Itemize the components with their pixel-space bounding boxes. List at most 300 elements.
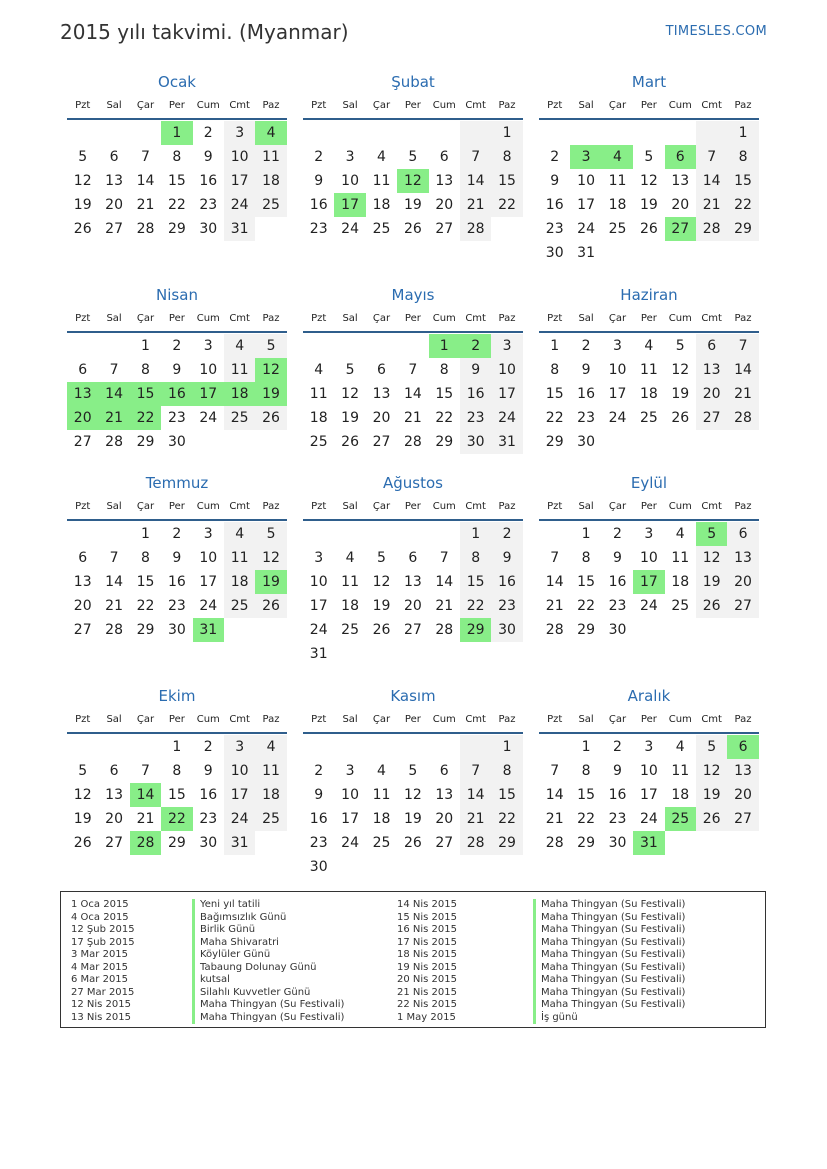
day-cell: 17: [224, 169, 255, 193]
weekday-label: Cum: [196, 501, 220, 512]
weekday-label: Cum: [668, 100, 692, 111]
header-rule: [67, 519, 287, 521]
day-cell: 12: [696, 546, 727, 570]
day-cell: 30: [199, 221, 218, 237]
day-cell: 4: [644, 338, 654, 354]
day-cell: 25: [671, 598, 690, 614]
holiday-date: 16 Nis 2015: [397, 924, 457, 935]
month-name: Aralık: [627, 687, 671, 705]
header-rule: [303, 118, 523, 120]
day-cell: 30: [608, 835, 627, 851]
holiday-list: [60, 891, 766, 1028]
day-cell: 15: [491, 783, 522, 807]
day-cell: 18: [341, 598, 359, 614]
weekday-header: [303, 710, 523, 730]
day-cell: 11: [255, 145, 286, 169]
day-cell: 6: [109, 763, 119, 779]
day-cell: 21: [545, 811, 564, 827]
weekday-label: Çar: [608, 501, 627, 512]
day-cell: 8: [141, 362, 150, 378]
holiday-date: 17 Nis 2015: [397, 936, 457, 948]
day-cell: 9: [314, 787, 324, 803]
day-cell: 23: [608, 811, 627, 827]
weekday-header: [303, 96, 523, 116]
day-cell: 16: [545, 197, 564, 213]
day-cell: 6: [439, 763, 449, 779]
day-cell: 8: [141, 550, 150, 566]
day-cell: 22: [727, 193, 758, 217]
day-cell: 13: [73, 574, 92, 590]
day-cell: 4: [345, 550, 355, 566]
day-cell: 12: [255, 546, 286, 570]
day-cell: 20: [67, 406, 98, 430]
day-cell: 11: [309, 386, 328, 402]
day-cell: 2: [460, 334, 491, 358]
day-cell: 9: [581, 362, 591, 378]
empty-day: [303, 522, 334, 546]
day-cell: 17: [224, 783, 255, 807]
weekday-label: Cmt: [465, 313, 486, 324]
weekday-header: [303, 309, 523, 329]
day-cell: 16: [491, 570, 522, 594]
weekday-label: Per: [640, 501, 657, 512]
day-cell: 10: [639, 763, 658, 779]
day-cell: 14: [545, 574, 564, 590]
holiday-date: 18 Nis 2015: [397, 949, 457, 960]
day-cell: 7: [109, 550, 119, 566]
header-rule: [303, 519, 523, 521]
day-cell: 16: [460, 382, 491, 406]
day-cell: 2: [314, 763, 324, 779]
day-cell: 19: [403, 811, 422, 827]
weekday-label: Pzt: [75, 313, 91, 324]
weekday-label: Cmt: [701, 714, 722, 725]
day-cell: 16: [309, 197, 328, 213]
weekday-label: Sal: [342, 313, 358, 324]
day-cell: 5: [696, 522, 727, 546]
empty-day: [429, 735, 460, 759]
day-cell: 10: [608, 362, 627, 378]
day-cell: 30: [545, 245, 564, 261]
weekday-label: Cmt: [229, 714, 250, 725]
day-cell: 27: [727, 594, 758, 618]
day-grid: [539, 121, 759, 265]
day-cell: 14: [435, 574, 454, 590]
weekday-label: Çar: [608, 100, 627, 111]
weekday-label: Paz: [734, 501, 752, 512]
weekday-header: [67, 497, 287, 517]
day-cell: 15: [577, 787, 595, 803]
day-cell: 26: [372, 622, 391, 638]
holiday-date: 13 Nis 2015: [71, 1011, 131, 1023]
day-cell: 10: [199, 550, 218, 566]
day-cell: 18: [639, 386, 658, 402]
day-cell: 12: [403, 787, 422, 803]
day-cell: 27: [73, 622, 92, 638]
day-cell: 27: [435, 221, 454, 237]
day-cell: 11: [372, 173, 391, 189]
day-cell: 24: [608, 410, 627, 426]
weekday-label: Cum: [432, 501, 456, 512]
day-cell: 4: [224, 334, 255, 358]
day-cell: 13: [671, 173, 690, 189]
day-cell: 10: [199, 362, 218, 378]
weekday-label: Cum: [196, 714, 220, 725]
day-cell: 28: [136, 221, 155, 237]
day-cell: 26: [255, 406, 286, 430]
day-cell: 28: [727, 406, 758, 430]
weekday-header: [539, 710, 759, 730]
day-cell: 5: [408, 763, 418, 779]
day-cell: 5: [255, 334, 286, 358]
day-cell: 22: [460, 594, 491, 618]
day-cell: 19: [372, 598, 391, 614]
day-cell: 2: [314, 149, 324, 165]
day-cell: 20: [403, 598, 422, 614]
holiday-name: Maha Shivaratri: [192, 937, 344, 950]
holiday-name: Birlik Günü: [192, 924, 344, 937]
day-cell: 21: [105, 598, 123, 614]
weekday-label: Per: [168, 313, 185, 324]
day-cell: 25: [372, 835, 391, 851]
day-cell: 22: [161, 807, 192, 831]
month-name: Kasım: [390, 687, 436, 705]
day-cell: 22: [136, 598, 155, 614]
holiday-name: Maha Thingyan (Su Festivali): [533, 974, 685, 987]
weekday-label: Paz: [734, 100, 752, 111]
day-cell: 20: [105, 197, 123, 213]
day-cell: 11: [224, 546, 255, 570]
empty-day: [397, 735, 428, 759]
day-cell: 26: [403, 835, 422, 851]
day-cell: 13: [372, 386, 391, 402]
day-cell: 18: [372, 811, 391, 827]
weekday-label: Pzt: [75, 100, 91, 111]
header-rule: [67, 331, 287, 333]
weekday-label: Sal: [106, 313, 122, 324]
day-cell: 21: [460, 193, 491, 217]
day-cell: 14: [403, 386, 422, 402]
day-cell: 2: [203, 125, 213, 141]
day-cell: 6: [377, 362, 386, 378]
day-cell: 14: [545, 787, 564, 803]
day-cell: 9: [203, 763, 213, 779]
empty-day: [429, 522, 460, 546]
day-cell: 13: [727, 546, 758, 570]
day-cell: 3: [203, 526, 213, 542]
day-cell: 27: [73, 434, 92, 450]
day-cell: 3: [613, 338, 622, 354]
weekday-label: Cmt: [465, 714, 486, 725]
weekday-label: Paz: [734, 714, 752, 725]
weekday-label: Pzt: [547, 100, 563, 111]
day-cell: 7: [141, 149, 150, 165]
day-cell: 19: [73, 811, 92, 827]
day-cell: 27: [727, 807, 758, 831]
holiday-name: İş günü: [533, 1012, 685, 1025]
day-cell: 20: [73, 598, 92, 614]
month-4: [67, 285, 287, 454]
weekday-label: Per: [404, 100, 421, 111]
day-cell: 12: [671, 362, 690, 378]
day-cell: 1: [727, 121, 758, 145]
holiday-names-left: [192, 899, 344, 1024]
weekday-label: Sal: [342, 100, 358, 111]
day-cell: 11: [608, 173, 627, 189]
day-grid: [539, 735, 759, 855]
day-cell: 1: [550, 338, 560, 354]
day-cell: 7: [550, 550, 560, 566]
day-cell: 20: [696, 382, 727, 406]
day-cell: 23: [309, 221, 328, 237]
weekday-header: [67, 710, 287, 730]
weekday-label: Cum: [668, 714, 692, 725]
weekday-header: [539, 497, 759, 517]
weekday-label: Per: [404, 714, 421, 725]
day-cell: 15: [460, 570, 491, 594]
empty-day: [67, 121, 98, 145]
day-cell: 17: [608, 386, 627, 402]
holiday-name: kutsal: [192, 974, 344, 987]
day-cell: 6: [439, 149, 449, 165]
weekday-label: Cum: [196, 100, 220, 111]
empty-day: [98, 522, 129, 546]
day-cell: 5: [78, 149, 88, 165]
empty-day: [696, 121, 727, 145]
day-cell: 9: [550, 173, 560, 189]
day-cell: 5: [255, 522, 286, 546]
weekday-header: [539, 96, 759, 116]
day-cell: 5: [408, 149, 418, 165]
month-name: Haziran: [620, 286, 678, 304]
weekday-label: Sal: [342, 714, 358, 725]
weekday-label: Paz: [262, 100, 280, 111]
month-5: [303, 285, 523, 454]
empty-day: [460, 121, 491, 145]
day-cell: 13: [67, 382, 98, 406]
day-cell: 1: [581, 739, 591, 755]
day-cell: 30: [199, 835, 218, 851]
day-cell: 7: [550, 763, 560, 779]
empty-day: [98, 735, 129, 759]
day-cell: 21: [696, 193, 727, 217]
day-cell: 23: [491, 594, 522, 618]
day-cell: 11: [372, 787, 391, 803]
day-cell: 22: [435, 410, 454, 426]
day-cell: 25: [309, 434, 328, 450]
empty-day: [460, 735, 491, 759]
weekday-label: Pzt: [75, 501, 91, 512]
day-grid: [303, 121, 523, 241]
day-grid: [303, 522, 523, 666]
day-cell: 17: [334, 193, 365, 217]
day-cell: 23: [199, 197, 218, 213]
holiday-date: 1 Oca 2015: [71, 899, 129, 910]
day-cell: 14: [130, 783, 161, 807]
day-cell: 15: [545, 386, 564, 402]
day-cell: 18: [224, 570, 255, 594]
weekday-label: Paz: [734, 313, 752, 324]
day-cell: 21: [727, 382, 758, 406]
day-cell: 12: [73, 787, 92, 803]
day-cell: 7: [696, 145, 727, 169]
day-cell: 25: [608, 221, 627, 237]
holiday-name: Köylüler Günü: [192, 949, 344, 962]
holiday-name: Yeni yıl tatili: [192, 899, 344, 912]
empty-day: [397, 121, 428, 145]
day-cell: 8: [550, 362, 560, 378]
day-cell: 16: [167, 574, 186, 590]
day-cell: 9: [613, 550, 622, 566]
weekday-label: Paz: [498, 714, 516, 725]
holiday-dates-left: [71, 899, 135, 1024]
holiday-date: 19 Nis 2015: [397, 961, 457, 973]
day-cell: 24: [224, 807, 255, 831]
day-grid: [67, 522, 287, 642]
day-cell: 16: [199, 173, 218, 189]
day-cell: 10: [491, 358, 522, 382]
day-cell: 24: [309, 622, 328, 638]
day-cell: 1: [141, 526, 150, 542]
day-cell: 11: [671, 763, 690, 779]
day-cell: 3: [345, 149, 355, 165]
month-8: [303, 473, 523, 666]
weekday-label: Çar: [608, 313, 627, 324]
weekday-label: Cmt: [701, 100, 722, 111]
empty-day: [334, 522, 365, 546]
weekday-label: Sal: [578, 714, 594, 725]
day-cell: 8: [439, 362, 449, 378]
empty-day: [303, 735, 334, 759]
day-cell: 14: [105, 574, 123, 590]
day-cell: 5: [675, 338, 685, 354]
holiday-name: Maha Thingyan (Su Festivali): [533, 912, 685, 925]
day-cell: 10: [341, 173, 359, 189]
day-cell: 26: [696, 594, 727, 618]
weekday-label: Sal: [342, 501, 358, 512]
day-cell: 20: [727, 570, 758, 594]
day-cell: 29: [136, 622, 155, 638]
day-cell: 17: [491, 382, 522, 406]
holiday-date: 22 Nis 2015: [397, 999, 457, 1010]
weekday-label: Pzt: [311, 714, 327, 725]
day-cell: 19: [696, 570, 727, 594]
day-cell: 28: [105, 622, 123, 638]
brand-link[interactable]: TIMESLES.COM: [665, 24, 767, 39]
day-cell: 30: [491, 618, 522, 642]
day-cell: 15: [577, 574, 595, 590]
day-cell: 26: [341, 434, 359, 450]
day-cell: 7: [439, 550, 449, 566]
day-cell: 5: [78, 763, 88, 779]
day-cell: 27: [372, 434, 391, 450]
empty-day: [98, 121, 129, 145]
header-rule: [67, 732, 287, 734]
day-cell: 28: [460, 217, 491, 241]
day-cell: 19: [671, 386, 690, 402]
day-cell: 7: [408, 362, 418, 378]
day-cell: 12: [255, 358, 286, 382]
day-cell: 29: [727, 217, 758, 241]
day-cell: 15: [435, 386, 454, 402]
day-cell: 22: [577, 598, 595, 614]
day-cell: 15: [491, 169, 522, 193]
month-1: [67, 72, 287, 241]
holiday-name: Maha Thingyan (Su Festivali): [533, 962, 685, 975]
month-2: [303, 72, 523, 241]
day-cell: 19: [696, 783, 727, 807]
day-cell: 4: [255, 121, 286, 145]
weekday-label: Paz: [262, 714, 280, 725]
day-cell: 7: [109, 362, 119, 378]
day-cell: 3: [491, 334, 522, 358]
day-cell: 1: [141, 338, 150, 354]
holiday-date: 12 Şub 2015: [71, 924, 135, 935]
day-cell: 24: [639, 598, 658, 614]
day-cell: 28: [545, 622, 564, 638]
day-cell: 26: [696, 807, 727, 831]
day-cell: 16: [309, 811, 328, 827]
weekday-label: Paz: [498, 100, 516, 111]
empty-day: [98, 334, 129, 358]
weekday-label: Çar: [136, 313, 155, 324]
page-title: 2015 yılı takvimi. (Myanmar): [60, 20, 349, 44]
day-cell: 17: [341, 811, 359, 827]
day-cell: 18: [608, 197, 627, 213]
empty-day: [130, 735, 161, 759]
day-cell: 17: [633, 570, 664, 594]
day-cell: 25: [224, 594, 255, 618]
day-cell: 31: [633, 831, 664, 855]
day-cell: 6: [78, 550, 88, 566]
empty-day: [366, 121, 397, 145]
day-cell: 5: [696, 735, 727, 759]
day-cell: 16: [161, 382, 192, 406]
day-cell: 15: [130, 382, 161, 406]
day-cell: 16: [199, 787, 218, 803]
day-cell: 8: [491, 145, 522, 169]
day-cell: 31: [491, 430, 522, 454]
day-cell: 17: [193, 382, 224, 406]
day-cell: 8: [172, 763, 182, 779]
empty-day: [539, 121, 570, 145]
day-cell: 19: [403, 197, 422, 213]
day-cell: 12: [397, 169, 428, 193]
day-cell: 5: [644, 149, 654, 165]
day-cell: 25: [255, 193, 286, 217]
month-name: Nisan: [156, 286, 198, 304]
day-cell: 13: [105, 173, 123, 189]
day-cell: 15: [727, 169, 758, 193]
day-cell: 25: [224, 406, 255, 430]
day-cell: 4: [602, 145, 633, 169]
day-cell: 24: [199, 410, 218, 426]
weekday-header: [67, 309, 287, 329]
month-12: [539, 686, 759, 855]
day-cell: 25: [341, 622, 359, 638]
day-cell: 3: [203, 338, 213, 354]
day-cell: 11: [255, 759, 286, 783]
empty-day: [303, 334, 334, 358]
day-cell: 8: [491, 759, 522, 783]
day-cell: 29: [577, 835, 595, 851]
day-cell: 26: [671, 410, 690, 426]
day-cell: 23: [577, 410, 595, 426]
day-cell: 13: [403, 574, 422, 590]
day-cell: 23: [460, 406, 491, 430]
day-grid: [67, 735, 287, 855]
weekday-label: Pzt: [311, 501, 327, 512]
